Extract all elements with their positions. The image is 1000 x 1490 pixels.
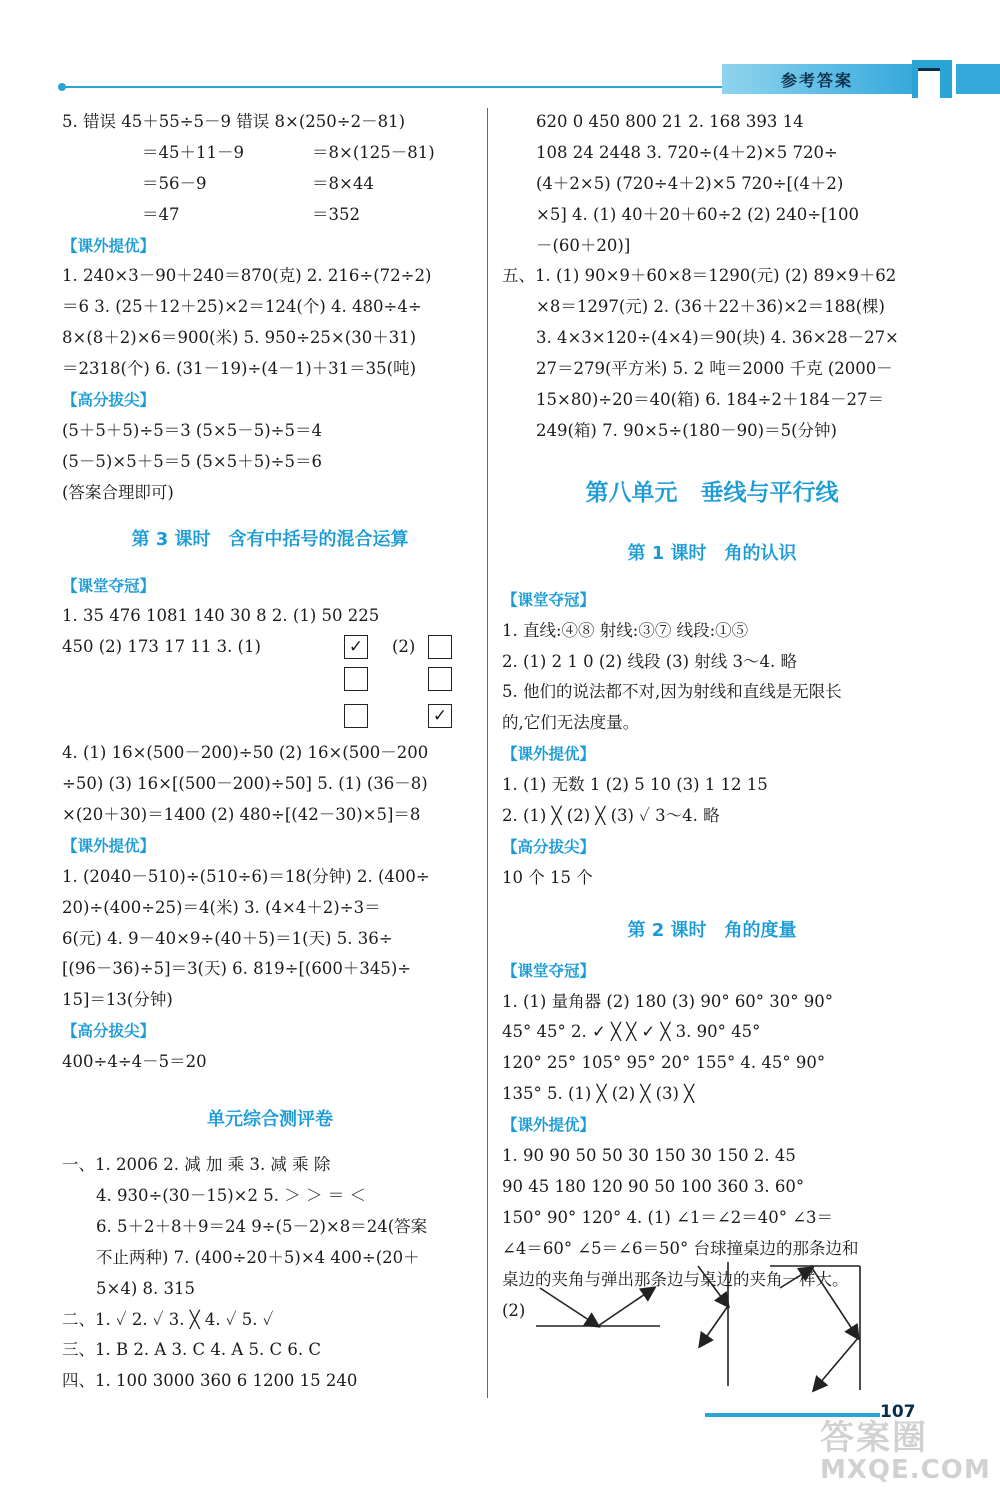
test-title: 单元综合测评卷 — [207, 1109, 333, 1131]
answer-line: 四、1. 100 3000 360 6 1200 15 240 — [62, 1371, 358, 1391]
header-tail — [956, 64, 1000, 94]
step: 450 (2) 173 17 11 3. (1) — [62, 637, 261, 657]
checkbox-empty — [344, 667, 368, 691]
answer-line: 4. (1) 16×(500－200)÷50 (2) 16×(500－200 — [62, 743, 429, 763]
answer-line: 15×80)÷20＝40(箱) 6. 184÷2＋184－27＝ — [536, 390, 884, 410]
page-number: 107 — [880, 1402, 916, 1422]
column-divider — [487, 108, 488, 1398]
step: ＝352 — [312, 204, 360, 224]
right-column — [502, 107, 922, 1326]
answer-line: 五、1. (1) 90×9＋60×8＝1290(元) (2) 89×9＋62 — [502, 266, 897, 286]
answer-line: ＝2318(个) 6. (31－19)÷(4－1)＋31＝35(吨) — [62, 359, 417, 379]
answer-line: 249(箱) 7. 90×5÷(180－90)＝5(分钟) — [536, 420, 837, 440]
answer-line — [62, 200, 478, 231]
answer-line: 27＝279(平方米) 5. 2 吨＝2000 千克 (2000－ — [536, 359, 893, 379]
answer-line: 620 0 450 800 21 2. 168 393 14 — [536, 112, 804, 131]
step: ＝8×44 — [312, 173, 374, 193]
checkbox-empty — [428, 667, 452, 691]
answer-line — [62, 169, 478, 200]
answer-line: 6. 5＋2＋8＋9＝24 9÷(5－2)×8＝24(答案 — [96, 1216, 428, 1236]
section-tag: 【课堂夺冠】 — [502, 590, 596, 609]
answer-line: 8×(8＋2)×6＝900(米) 5. 950÷25×(30＋31) — [62, 328, 417, 348]
answer-line: ×(20＋30)＝1400 (2) 480÷[(42－30)×5]＝8 — [62, 805, 421, 825]
answer-line: 1. (1) 量角器 (2) 180 (3) 90° 60° 30° 90° — [502, 991, 834, 1011]
answer-line: 150° 90° 120° 4. (1) ∠1＝∠2＝40° ∠3＝ — [502, 1207, 834, 1227]
step: ＝47 — [142, 204, 180, 224]
checkbox-row — [62, 694, 478, 738]
checkbox-empty — [428, 635, 452, 659]
section-tag: 【高分拔尖】 — [502, 837, 596, 856]
checkbox-checked: ✓ — [428, 704, 452, 728]
lesson-title: 第 1 课时 角的认识 — [627, 542, 797, 564]
unit-title: 第八单元 垂线与平行线 — [585, 479, 839, 506]
left-column — [62, 107, 478, 1397]
lesson-title: 第 2 课时 角的度量 — [627, 919, 797, 941]
checkbox-empty — [344, 704, 368, 728]
checkbox-checked: ✓ — [344, 635, 368, 659]
answer-line: 一、1. 2006 2. 减 加 乘 3. 减 乘 除 — [62, 1155, 331, 1175]
step: ＝45＋11－9 — [142, 142, 244, 162]
answer-line: 桌边的夹角与弹出那条边与桌边的夹角一样大。 — [502, 1269, 849, 1289]
answer-line: 1. (2040－510)÷(510÷6)＝18(分钟) 2. (400÷ — [62, 866, 430, 886]
checkbox-row — [62, 663, 478, 694]
answer-line: 的,它们无法度量。 — [502, 713, 640, 733]
answer-line: 2. (1) 2 1 0 (2) 线段 (3) 射线 3～4. 略 — [502, 651, 798, 671]
watermark — [820, 1410, 990, 1490]
header-rule — [62, 86, 722, 88]
answer-line: (答案合理即可) — [62, 482, 174, 502]
answer-line — [62, 138, 478, 169]
diagram-vertical-bounce — [698, 1262, 728, 1386]
answer-line: 45° 45° 2. ✓ ╳ ╳ ✓ ╳ 3. 90° 45° — [502, 1022, 761, 1042]
reflection-diagram — [530, 1258, 930, 1398]
section-tag: 【课外提优】 — [62, 836, 156, 855]
answer-line: 5. 错误 45＋55÷5－9 错误 8×(250÷2－81) — [62, 112, 406, 131]
lesson-title: 第 3 课时 含有中括号的混合运算 — [131, 528, 409, 550]
answer-line: 三、1. B 2. A 3. C 4. A 5. C 6. C — [62, 1340, 321, 1360]
step: (2) — [392, 637, 416, 657]
section-tag: 【高分拔尖】 — [62, 1022, 156, 1041]
step: ＝56－9 — [142, 173, 207, 193]
answer-line: 4. 930÷(30－15)×2 5. ＞ ＞ ＝ ＜ — [96, 1185, 366, 1205]
answer-line: 15]＝13(分钟) — [62, 990, 173, 1010]
answer-line: 1. 90 90 50 50 30 150 30 150 2. 45 — [502, 1146, 796, 1166]
watermark-url: MXQE.COM — [820, 1455, 991, 1485]
answer-line: －(60＋20)] — [536, 235, 631, 255]
diagram-horizontal-bounce — [536, 1288, 660, 1326]
answer-line: ×8＝1297(元) 2. (36＋22＋36)×2＝188(棵) — [536, 297, 885, 317]
answer-line: 6(元) 4. 9－40×9÷(40＋5)＝1(天) 5. 36÷ — [62, 928, 393, 948]
answer-line: 不止两种) 7. (400÷20＋5)×4 400÷(20＋ — [96, 1247, 420, 1267]
answer-line: 3. 4×3×120÷(4×4)＝90(块) 4. 36×28－27× — [536, 328, 899, 348]
section-tag: 【课外提优】 — [502, 1116, 596, 1135]
answer-line: 1. 直线:④⑧ 射线:③⑦ 线段:①⑤ — [502, 620, 749, 640]
answer-line — [62, 632, 478, 663]
section-tag: 【课堂夺冠】 — [502, 961, 596, 980]
answer-line: ＝6 3. (25＋12＋25)×2＝124(个) 4. 480÷4÷ — [62, 297, 422, 317]
answer-line: 400÷4÷4－5＝20 — [62, 1052, 207, 1072]
header-badge: 参考答案 — [722, 64, 912, 94]
answer-line: 二、1. ✓ 2. ✓ 3. ╳ 4. ✓ 5. ✓ — [62, 1309, 274, 1329]
answer-line: 90 45 180 120 90 50 100 360 3. 60° — [502, 1176, 805, 1196]
answer-line: ÷50) (3) 16×[(500－200)÷50] 5. (1) (36－8) — [62, 774, 428, 794]
answer-line: (5＋5＋5)÷5＝3 (5×5－5)÷5＝4 — [62, 420, 322, 440]
book-icon — [912, 60, 952, 98]
answer-line: 20)÷(400÷25)＝4(米) 3. (4×4＋2)÷3＝ — [62, 897, 381, 917]
answer-line: (2) — [502, 1300, 526, 1320]
answer-line: (5－5)×5＋5＝5 (5×5＋5)÷5＝6 — [62, 451, 322, 471]
answer-line: 2. (1) ╳ (2) ╳ (3) ✓ 3～4. 略 — [502, 806, 720, 826]
answer-line: 10 个 15 个 — [502, 867, 593, 887]
answer-line: 5. 他们的说法都不对,因为射线和直线是无限长 — [502, 682, 842, 702]
answer-line: ∠4＝60° ∠5＝∠6＝50° 台球撞桌边的那条边和 — [502, 1238, 859, 1258]
answer-line: 1. 35 476 1081 140 30 8 2. (1) 50 225 — [62, 606, 380, 626]
answer-line: 1. (1) 无数 1 (2) 5 10 (3) 1 12 15 — [502, 775, 768, 795]
answer-line: [(96－36)÷5]＝3(天) 6. 819÷[(600＋345)÷ — [62, 959, 412, 979]
section-tag: 【课外提优】 — [502, 745, 596, 764]
answer-line: 1. 240×3－90＋240＝870(克) 2. 216÷(72÷2) — [62, 266, 432, 286]
step: ＝8×(125－81) — [312, 142, 435, 162]
answer-line: 5×4) 8. 315 — [96, 1278, 195, 1298]
answer-line: 108 24 2448 3. 720÷(4＋2)×5 720÷ — [536, 142, 838, 162]
answer-line: ×5] 4. (1) 40＋20＋60÷2 (2) 240÷[100 — [536, 204, 860, 224]
section-tag: 【课外提优】 — [62, 236, 156, 255]
answer-line: 120° 25° 105° 95° 20° 155° 4. 45° 90° — [502, 1053, 826, 1073]
diagram-corner-bounce — [770, 1266, 860, 1390]
answer-line: 135° 5. (1) ╳ (2) ╳ (3) ╳ — [502, 1084, 695, 1104]
answer-line: (4＋2×5) (720÷4＋2)×5 720÷[(4＋2) — [536, 173, 844, 193]
section-tag: 【高分拔尖】 — [62, 391, 156, 410]
watermark-logo: 答案圈 — [820, 1418, 928, 1458]
section-tag: 【课堂夺冠】 — [62, 576, 156, 595]
